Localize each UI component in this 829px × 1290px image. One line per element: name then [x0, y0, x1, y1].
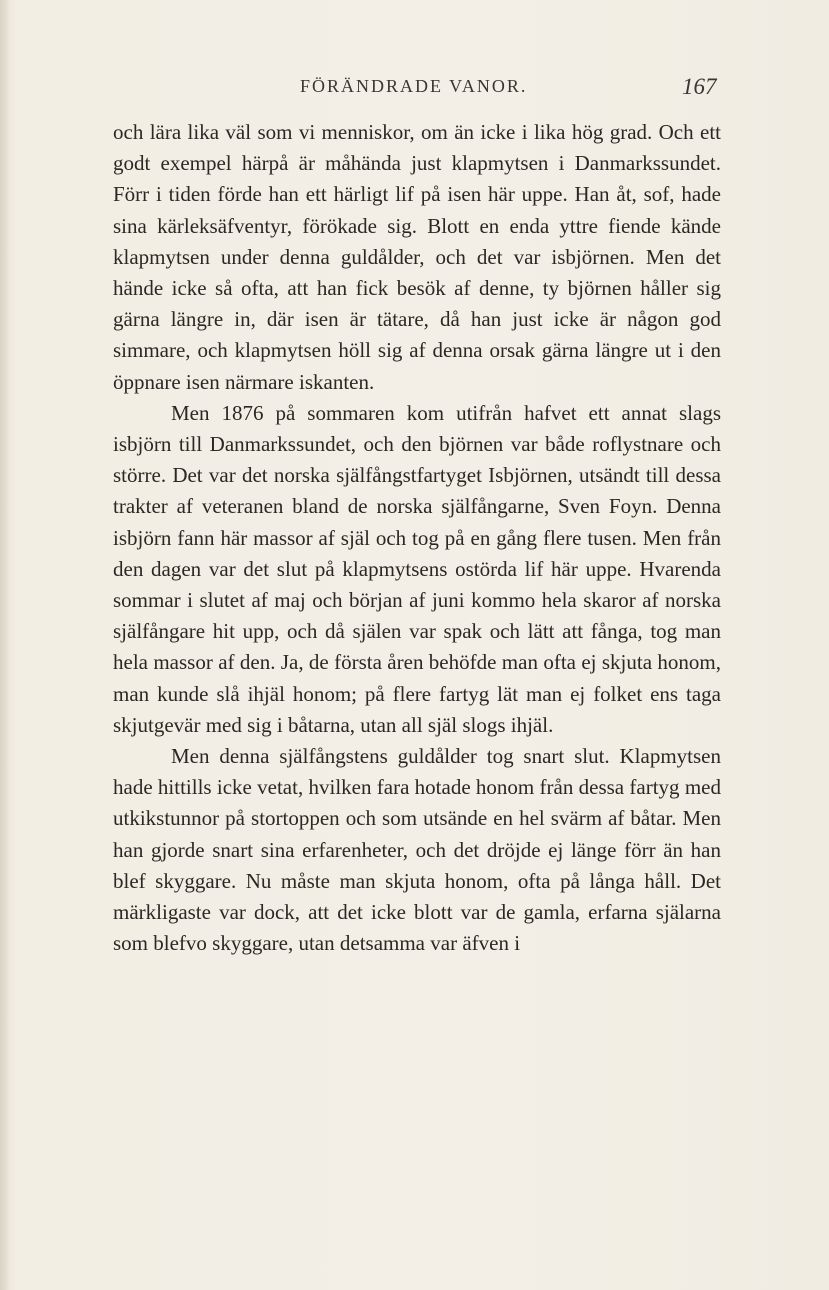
body-text: [113, 117, 721, 959]
paragraph-1: och lära lika väl som vi menniskor, om än icke i lika hög grad. Och ett godt exempel härpå är måhända just klapmytsen i Danmarkssundet. Förr i tiden förde han ett härligt lif på isen här uppe. Han åt, sof, hade sina kärleksäfventyr, förökade sig. Blott en enda yttre fiende kände klapmytsen under denna guldålder, och det var isbjörnen. Men det hände icke så ofta, att han fick besök af denne, ty björnen håller sig gärna längre in, där isen är tätare, då han just icke är någon god simmare, och klapmytsen höll sig af denna orsak gärna längre ut i den öppnare isen närmare iskanten.: [113, 120, 721, 394]
paragraph-3: Men denna själfångstens guldålder tog snart slut. Klapmytsen hade hittills icke vetat, hvilken fara hotade honom från dessa fartyg med utkikstunnor på stortoppen och som utsände en hel svärm af båtar. Men han gjorde snart sina erfarenheter, och det dröjde ej länge förr än han blef skyggare. Nu måste man skjuta honom, ofta på långa håll. Det märkligaste var dock, att det icke blott var de gamla, erfarna själarna som blefvo skyggare, utan detsamma var äfven i: [113, 744, 721, 956]
gutter-shadow: [0, 0, 10, 1290]
paragraph-2: Men 1876 på sommaren kom utifrån hafvet ett annat slags isbjörn till Danmarkssundet, och den björnen var både roflystnare och större. Det var det norska själfångstfartyget Isbjörnen, utsändt till dessa trakter af veteranen bland de norska själfångarne, Sven Foyn. Denna isbjörn fann här massor af själ och tog på en gång flere tusen. Men från den dagen var det slut på klapmytsens ostörda lif här uppe. Hvarenda sommar i slutet af maj och början af juni kommo hela skaror af norska själfångare hit upp, och då själen var spak och lätt att fånga, tog man hela massor af den. Ja, de första åren behöfde man ofta ej skjuta honom, man kunde slå ihjäl honom; på flere fartyg lät man ej folket ens taga skjutgevär med sig i båtarna, utan all själ slogs ihjäl.: [113, 400, 721, 737]
page-number: 167: [682, 74, 717, 99]
running-head: FÖRÄNDRADE VANOR.: [300, 76, 528, 96]
